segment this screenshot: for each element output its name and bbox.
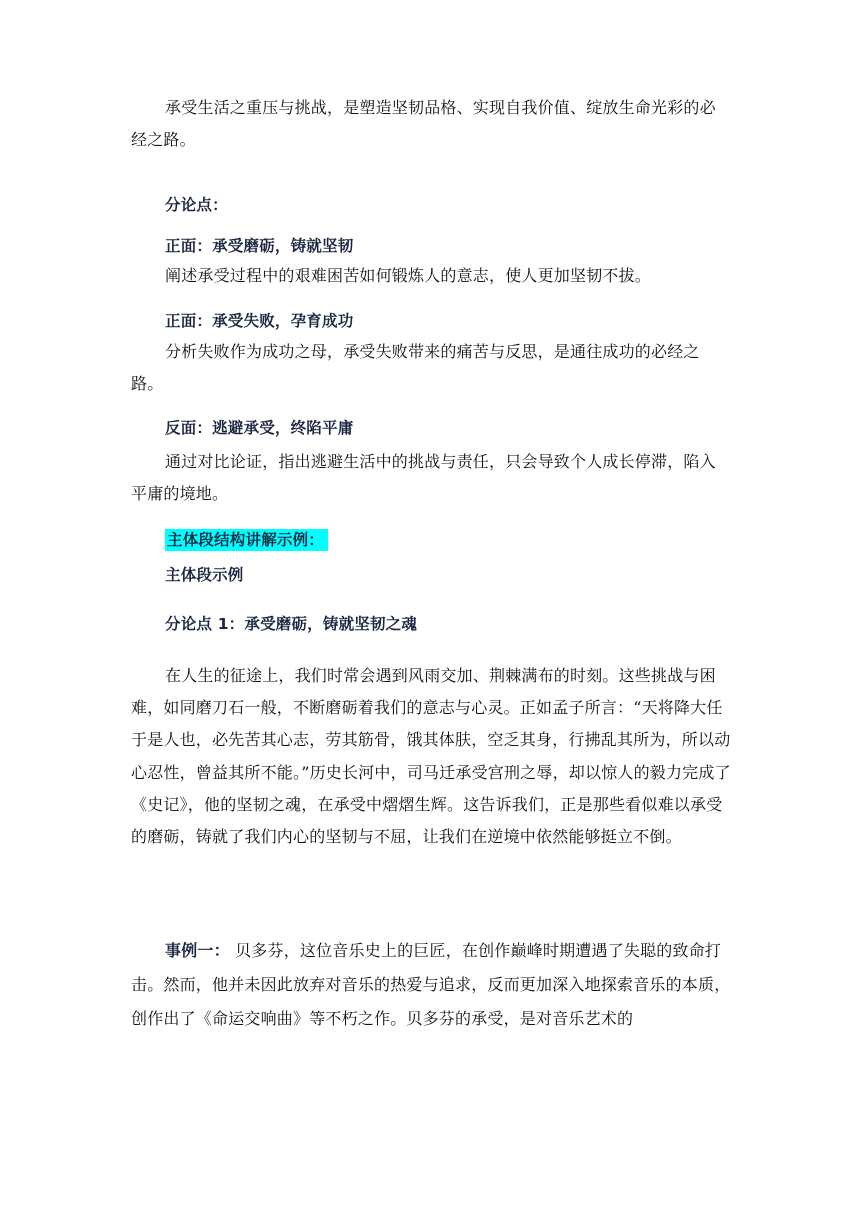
example-one-paragraph	[131, 934, 731, 1036]
point-text-2: 分析失败作为成功之母，承受失败带来的痛苦与反思，是通往成功的必经之路。	[131, 342, 700, 393]
sub-points-title: 分论点：	[165, 196, 228, 214]
example-paragraph: 在人生的征途上，我们时常会遇到风雨交加、荆棘满布的时刻。这些挑战与困难，如同磨刀石一般，不断磨砺着我们的意志与心灵。正如孟子所言：“天将降大任于是人也，必先苦其心志，劳其筋骨，饿其体肤，空乏其身，行拂乱其所为，所以动心忍性，曾益其所不能。”历史长河中，司马迁承受宫刑之辱，却以惊人的毅力完成了《史记》，他的坚韧之魂，在承受中熠熠生辉。这告诉我们，正是那些看似难以承受的磨砺，铸就了我们内心的坚韧与不屈，让我们在逆境中依然能够挺立不倒。	[131, 666, 731, 847]
point1-title: 分论点 1：承受磨砺，铸就坚韧之魂	[165, 615, 418, 633]
point-heading-2: 正面：承受失败，孕育成功	[165, 312, 354, 330]
example-title: 主体段示例	[165, 566, 244, 584]
section-label-highlight: 主体段结构讲解示例：	[165, 529, 328, 551]
section-label-wrapper	[131, 528, 765, 552]
point-text-3: 通过对比论证，指出逃避生活中的挑战与责任，只会导致个人成长停滞，陷入平庸的境地。	[131, 452, 716, 503]
thesis-paragraph: 承受生活之重压与挑战，是塑造坚韧品格、实现自我价值、绽放生命光彩的必经之路。	[131, 98, 716, 149]
point-text-1: 阐述承受过程中的艰难困苦如何锻炼人的意志，使人更加坚韧不拔。	[165, 266, 652, 285]
point-heading-3: 反面：逃避承受，终陷平庸	[165, 419, 354, 437]
example-one-label: 事例一：	[165, 941, 230, 960]
point-heading-1: 正面：承受磨砺，铸就坚韧	[165, 237, 354, 255]
example-one-text: 贝多芬，这位音乐史上的巨匠，在创作巅峰时期遭遇了失聪的致命打击。然而，他并未因此放弃对音乐的热爱与追求，反而更加深入地探索音乐的本质，创作出了《命运交响曲》等不朽之作。贝多芬的承受，是对音乐艺术的	[131, 941, 731, 1028]
